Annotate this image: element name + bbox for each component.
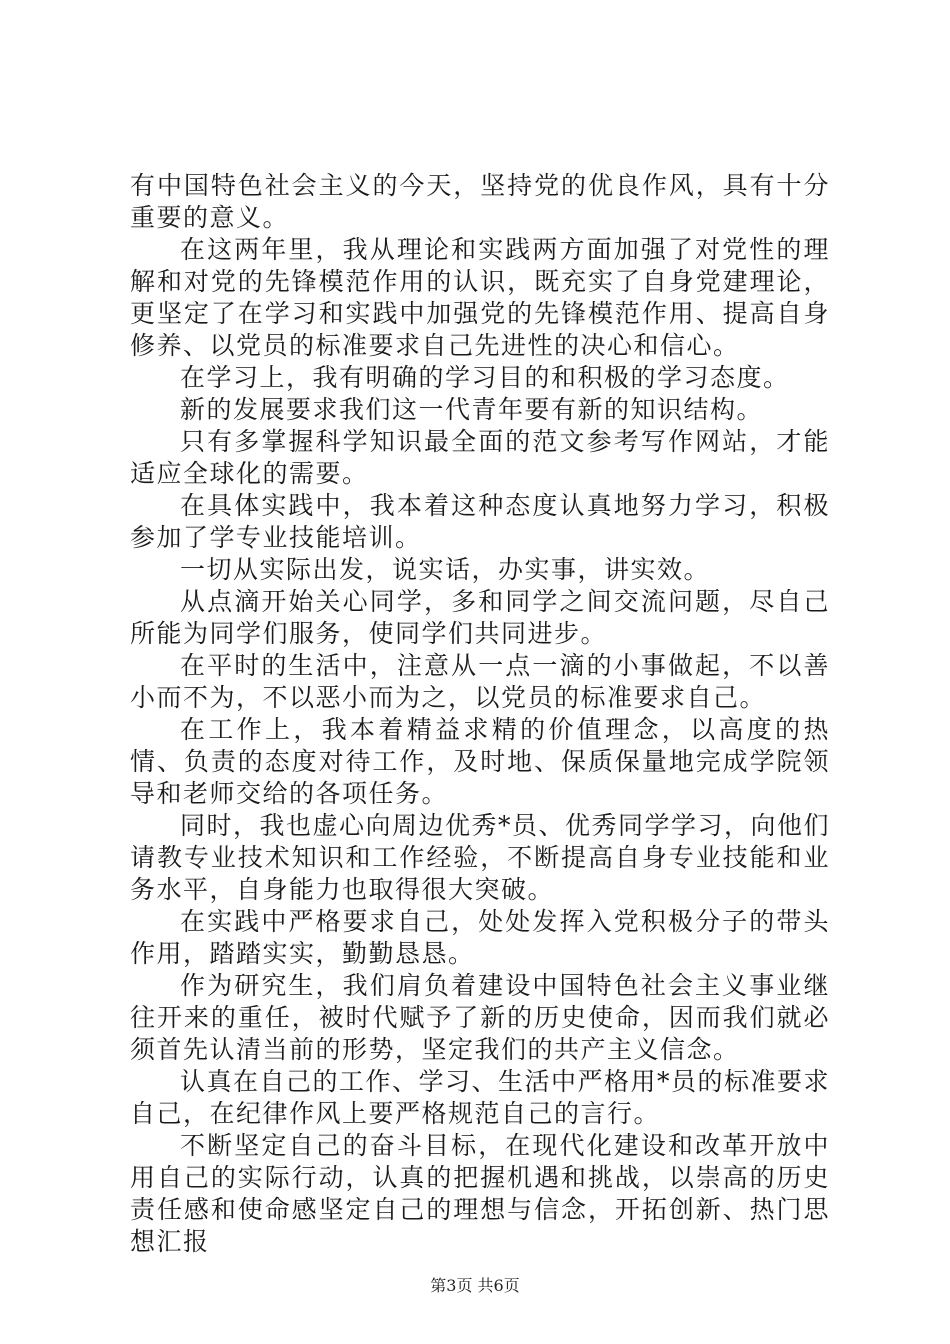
page-number-footer: 第3页 共6页	[430, 1276, 520, 1295]
paragraph: 从点滴开始关心同学，多和同学之间交流问题，尽自己所能为同学们服务，使同学们共同进步。	[130, 587, 830, 648]
paragraph: 有中国特色社会主义的今天，坚持党的优良作风，具有十分重要的意义。	[130, 171, 830, 232]
paragraph: 一切从实际出发，说实话，办实事，讲实效。	[180, 555, 711, 584]
paragraph: 在学习上，我有明确的学习目的和积极的学习态度。	[180, 363, 790, 392]
paragraph: 只有多掌握科学知识最全面的范文参考写作网站，才能适应全球化的需要。	[130, 427, 830, 488]
paragraph: 同时，我也虚心向周边优秀*员、优秀同学学习，向他们请教专业技术知识和工作经验，不断提高自身专业技能和业务水平，自身能力也取得很大突破。	[130, 811, 831, 904]
paragraph: 在这两年里，我从理论和实践两方面加强了对党性的理解和对党的先锋模范作用的认识，既充实了自身党建理论，更坚定了在学习和实践中加强党的先锋模范作用、提高自身修养、以党员的标准要求自己先进性的决心和信心。	[130, 235, 830, 360]
paragraph: 在实践中严格要求自己，处处发挥入党积极分子的带头作用，踏踏实实，勤勤恳恳。	[130, 907, 830, 968]
paragraph: 在平时的生活中，注意从一点一滴的小事做起，不以善小而不为，不以恶小而为之，以党员的标准要求自己。	[130, 651, 830, 712]
paragraph: 不断坚定自己的奋斗目标，在现代化建设和改革开放中用自己的实际行动，认真的把握机遇和挑战，以崇高的历史责任感和使命感坚定自己的理想与信念，开拓创新、热门思想汇报	[130, 1131, 830, 1256]
paragraph: 在工作上，我本着精益求精的价值理念，以高度的热情、负责的态度对待工作，及时地、保质保量地完成学院领导和老师交给的各项任务。	[130, 715, 830, 808]
paragraph: 认真在自己的工作、学习、生活中严格用*员的标准要求自己，在纪律作风上要严格规范自己的言行。	[130, 1067, 831, 1128]
paragraph: 作为研究生，我们肩负着建设中国特色社会主义事业继往开来的重任，被时代赋予了新的历史使命，因而我们就必须首先认清当前的形势，坚定我们的共产主义信念。	[130, 971, 830, 1064]
paragraph: 在具体实践中，我本着这种态度认真地努力学习，积极参加了学专业技能培训。	[130, 491, 830, 552]
paragraph: 新的发展要求我们这一代青年要有新的知识结构。	[180, 395, 764, 424]
document-body	[130, 170, 830, 1258]
